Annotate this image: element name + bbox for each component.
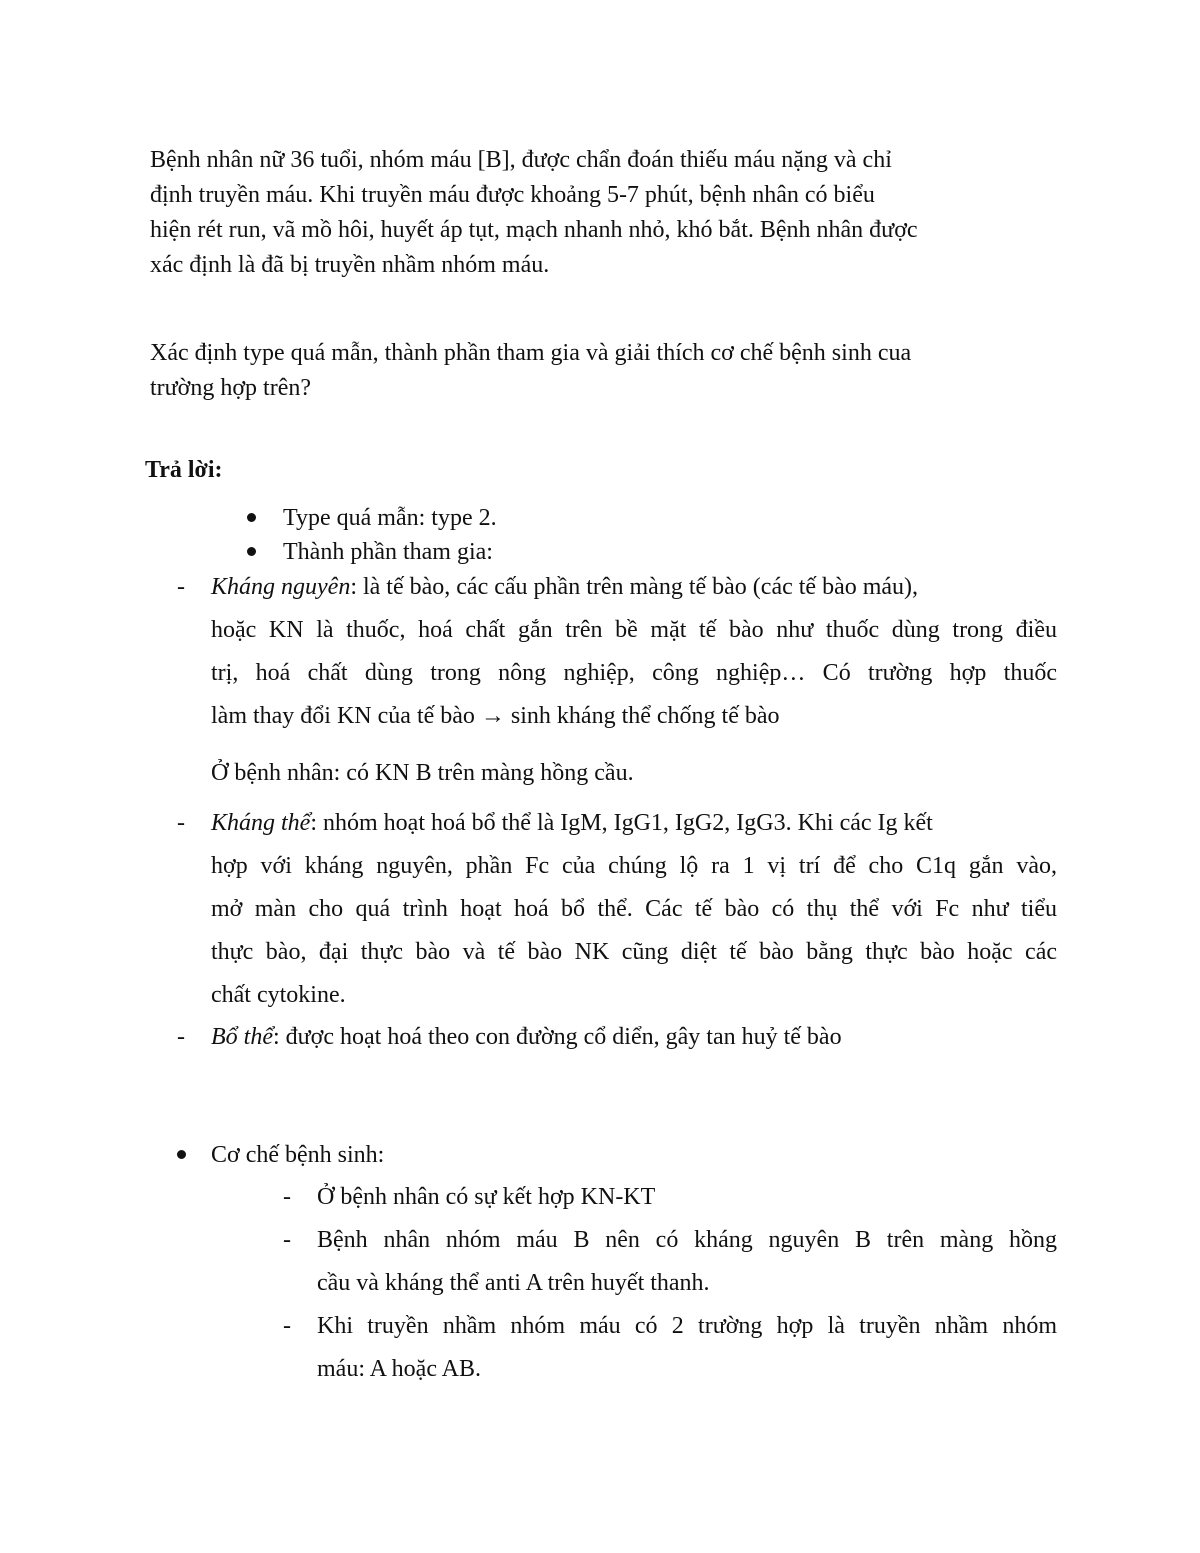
antibody-line-5: chất cytokine. [211,982,346,1008]
mechanism-label: Cơ chế bệnh sinh: [211,1142,385,1168]
dash-marker: - [283,1184,291,1210]
antigen-line-4: làm thay đổi KN của tế bào → sinh kháng thể chống tế bào [211,703,780,729]
answer-heading-text: Trả lời: [145,457,223,483]
mechanism-item-1: Ở bệnh nhân có sự kết hợp KN-KT [317,1184,656,1210]
antigen-line-3: trị, hoá chất dùng trong nông nghiệp, công nghiệp… Có trường hợp thuốc [211,660,1057,686]
antigen-text-1: : là tế bào, các cấu phần trên màng tế bào (các tế bào máu), [350,574,919,600]
question-line-4: xác định là đã bị truyền nhầm nhóm máu. [150,252,550,278]
complement-text: : được hoạt hoá theo con đường cổ diển, gây tan huỷ tế bào [272,1024,842,1050]
complement-term: Bổ thể [211,1024,273,1050]
mechanism-item-3-line-1: Khi truyền nhầm nhóm máu có 2 trường hợp là truyền nhầm nhóm [317,1313,1057,1339]
antibody-line-4: thực bào, đại thực bào và tế bào NK cũng diệt tế bào bằng thực bào hoặc các [211,939,1057,965]
antigen-term: Kháng nguyên [211,574,351,600]
dash-marker: - [177,574,185,600]
antibody-line-3: mở màn cho quá trình hoạt hoá bổ thể. Các tế bào có thụ thể với Fc như tiểu [211,896,1057,922]
antibody-term: Kháng thể [211,810,311,836]
complement-line [211,1022,842,1052]
question-line-3: hiện rét run, vã mồ hôi, huyết áp tụt, mạch nhanh nhỏ, khó bắt. Bệnh nhân được [150,217,918,243]
bullet-dot-icon [177,1150,186,1159]
antibody-line-1 [211,808,933,838]
bullet-type: Type quá mẫn: type 2. [283,505,497,531]
answer-heading [145,455,223,485]
mechanism-item-2-line-1: Bệnh nhân nhóm máu B nên có kháng nguyên B trên màng hồng [317,1227,1057,1253]
bullet-components: Thành phần tham gia: [283,539,493,565]
question-line-1: Bệnh nhân nữ 36 tuổi, nhóm máu [B], được chẩn đoán thiếu máu nặng và chỉ [150,147,892,173]
antibody-text-1: : nhóm hoạt hoá bổ thể là IgM, IgG1, IgG2, IgG3. Khi các Ig kết [310,810,933,836]
dash-marker: - [177,810,185,836]
antigen-line-2: hoặc KN là thuốc, hoá chất gắn trên bề mặt tế bào như thuốc dùng trong điều [211,617,1057,643]
antigen-note: Ở bệnh nhân: có KN B trên màng hồng cầu. [211,760,634,786]
antibody-line-2: hợp với kháng nguyên, phần Fc của chúng lộ ra 1 vị trí để cho C1q gắn vào, [211,853,1057,879]
question-line-2: định truyền máu. Khi truyền máu được khoảng 5-7 phút, bệnh nhân có biểu [150,182,875,208]
dash-marker: - [283,1227,291,1253]
mechanism-item-2-line-2: cầu và kháng thể anti A trên huyết thanh. [317,1270,710,1296]
bullet-dot-icon [247,513,256,522]
dash-marker: - [177,1024,185,1050]
prompt-line-2: trường hợp trên? [150,375,312,401]
dash-marker: - [283,1313,291,1339]
bullet-dot-icon [247,547,256,556]
mechanism-item-3-line-2: máu: A hoặc AB. [317,1356,481,1382]
prompt-line-1: Xác định type quá mẫn, thành phần tham gia và giải thích cơ chế bệnh sinh cua [150,340,912,366]
antigen-line-1 [211,572,918,602]
